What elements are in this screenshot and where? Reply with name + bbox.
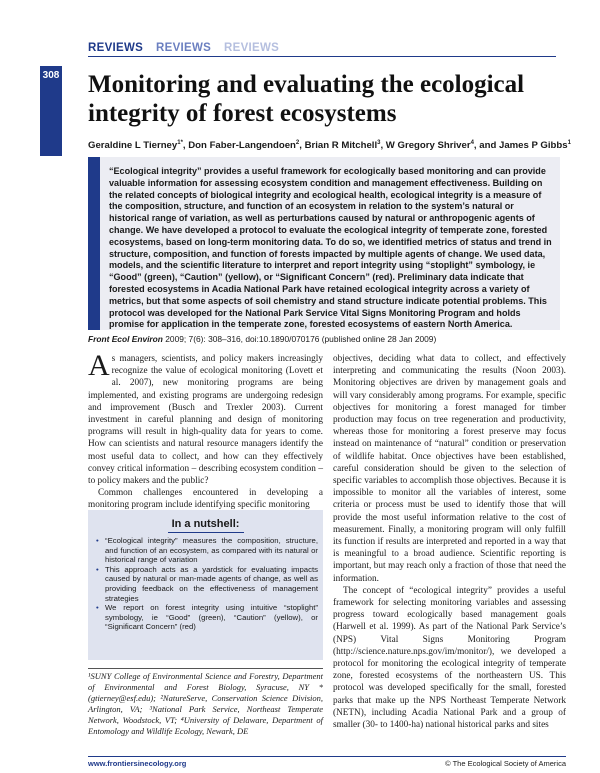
author-affiliation: 1	[567, 140, 571, 146]
paragraph-text: s managers, scientists, and policy makers increasingly recognize the value of ecological monitoring (Lovett et al. 2007), new monitoring programs are being implemented, and existing programs are undergoing redesign and improvement (Busch and Trexler 2003). Current investment in careful planning and design of monitoring programs will result in high-quality data for years to come. How can scientists and natural resource managers identify the most useful data to collect, and how can they effectively convey critical information – describing ecosystem condition – to policy makers and the public?	[88, 354, 323, 487]
nutshell-list	[96, 536, 318, 632]
body-left-column	[88, 349, 323, 512]
author-affiliation: 2	[295, 140, 300, 146]
author-separator: ,	[299, 140, 305, 152]
citation-details: 2009; 7(6): 308–316, doi:10.1890/070176 (published online 28 Jan 2009)	[162, 334, 437, 344]
author-affiliation: 3	[377, 140, 381, 146]
body-paragraph: Common challenges encountered in developing a monitoring program include identifying specific monitoring	[88, 488, 323, 511]
footer-website: www.frontiersinecology.org	[88, 759, 187, 768]
author-name: Don Faber-Langendoen	[188, 140, 296, 152]
author-separator: ,	[380, 140, 386, 152]
nutshell-title-rule	[168, 532, 244, 533]
author-name: W Gregory Shriver	[385, 140, 471, 152]
nutshell-item: • “Ecological integrity” measures the composition, structure, and function of an ecosystem, as compared with its natural or historical range of variation	[96, 536, 318, 565]
nutshell-item: • We report on forest integrity using intuitive “stoplight” symbology, ie “Good” (green), “Caution” (yellow), or “Significant Concern” (red)	[96, 603, 318, 632]
author-separator: , and	[473, 140, 499, 152]
author-separator: ,	[182, 140, 189, 152]
citation-line	[88, 334, 568, 345]
header-rule	[88, 56, 556, 57]
drop-cap: A	[88, 349, 110, 382]
author-name: Brian R Mitchell	[304, 140, 378, 152]
body-paragraph: objectives, deciding what data to collect, and effectively interpreting and communicating the results (Noon 2003). Monitoring objectives are driven by management goals and will vary considerably among programs. For example, specific objectives for monitoring a forest managed for timber production may focus on tree regeneration and productivity, whereas those for monitoring a forest preserve may focus instead on maintenance of “natural” condition or preservation of wildlife habitat. Once objectives have been established, careful consideration should be given to the selection of specific variables to accomplish those objectives. Because it is impossible to monitor all the variables of interest, some criteria or process must be used to identify those that will provide the most useful information relative to the cost of measurement. Finally, a monitoring program will only fulfill its function if results are interpreted and reported in a way that is meaningful to a broad audience. Scientific reporting is important, but may reach only a fraction of those that need the information.	[333, 354, 566, 584]
citation-journal: Front Ecol Environ	[88, 334, 163, 344]
footer-rule	[88, 756, 566, 757]
section-label-reviews-light: REVIEWS	[224, 42, 280, 54]
footnote-rule	[88, 668, 323, 669]
author-name: James P Gibbs	[498, 140, 568, 152]
body-right-column	[333, 353, 566, 731]
abstract-accent-bar	[88, 157, 100, 330]
author-affiliation: 1*	[177, 140, 183, 146]
section-label-reviews-mid: REVIEWS	[156, 42, 212, 54]
body-paragraph	[88, 349, 323, 487]
page-number: 308	[42, 70, 60, 81]
footer-copyright: © The Ecological Society of America	[445, 759, 566, 768]
article-title: Monitoring and evaluating the ecological integrity of forest ecosystems	[88, 71, 525, 127]
body-paragraph: The concept of “ecological integrity” provides a useful framework for selecting monitoring variables and assessing progress toward ecologically based management goals (Harwell et al. 1999). As part of the National Park Service’s (NPS) Vital Signs Monitoring Program (http://science.nature.nps.gov/im/monitor/), we developed a protocol for monitoring the ecological integrity of temperate zone, forested ecosystems of the northeastern US. This protocol was developed specifically for the small, forested parks that make up the NPS Northeast Temperate Network (NETN), including Acadia National Park and a group of smaller (30- to 1400-ha) national historical parks and sites	[333, 585, 566, 731]
section-label-reviews: REVIEWS	[88, 42, 144, 54]
author-name: Geraldine L Tierney	[88, 140, 178, 152]
author-affiliation: 4	[470, 140, 474, 146]
nutshell-item: • This approach acts as a yardstick for evaluating impacts caused by natural or man-made agents of change, as well as providing feedback on the effectiveness of management strategies	[96, 565, 318, 603]
affiliations-footnote: ¹SUNY College of Environmental Science and Forestry, Department of Environmental and Forest Biology, Syracuse, NY *(gtierney@esf.edu); ²NatureServe, Conservation Science Division, Arlington, VA; ³National Park Service, Northeast Temperate Network, Woodstock, VT; ⁴University of Delaware, Department of Entomology and Wildlife Ecology, Newark, DE	[88, 671, 323, 736]
nutshell-title: In a nutshell:	[171, 518, 240, 530]
abstract-text: “Ecological integrity” provides a useful framework for ecologically based monitoring and can provide valuable information for assessing ecosystem condition and management effectiveness. Building on the related concepts of biological integrity and ecological health, ecological integrity is a measure of the composition, structure, and function of an ecosystem in relation to the system’s natural or historical range of variation, as well as perturbations caused by natural or anthropogenic agents of change. We have developed a protocol to evaluate the ecological integrity of temperate zone, forested ecosystems, based on long-term monitoring data. To do so, we identified metrics of status and trend in structure, composition, and function of forests impacted by multiple agents of change. We used data, models, and the scientific literature to interpret and report integrity using “stoplight” symbology, ie “Good” (green), “Caution” (yellow), or “Significant Concern” (red). Preliminary data indicate that forested ecosystems in Acadia National Park have retained ecological integrity across a variety of metrics, but that some aspects of soil chemistry and stand structure indicate potential problems. This protocol was developed for the National Park Service Vital Signs Monitoring Program and holds promise for application in the temperate zone, forested ecosystems of eastern North America.	[109, 166, 552, 330]
author-list	[88, 137, 578, 152]
